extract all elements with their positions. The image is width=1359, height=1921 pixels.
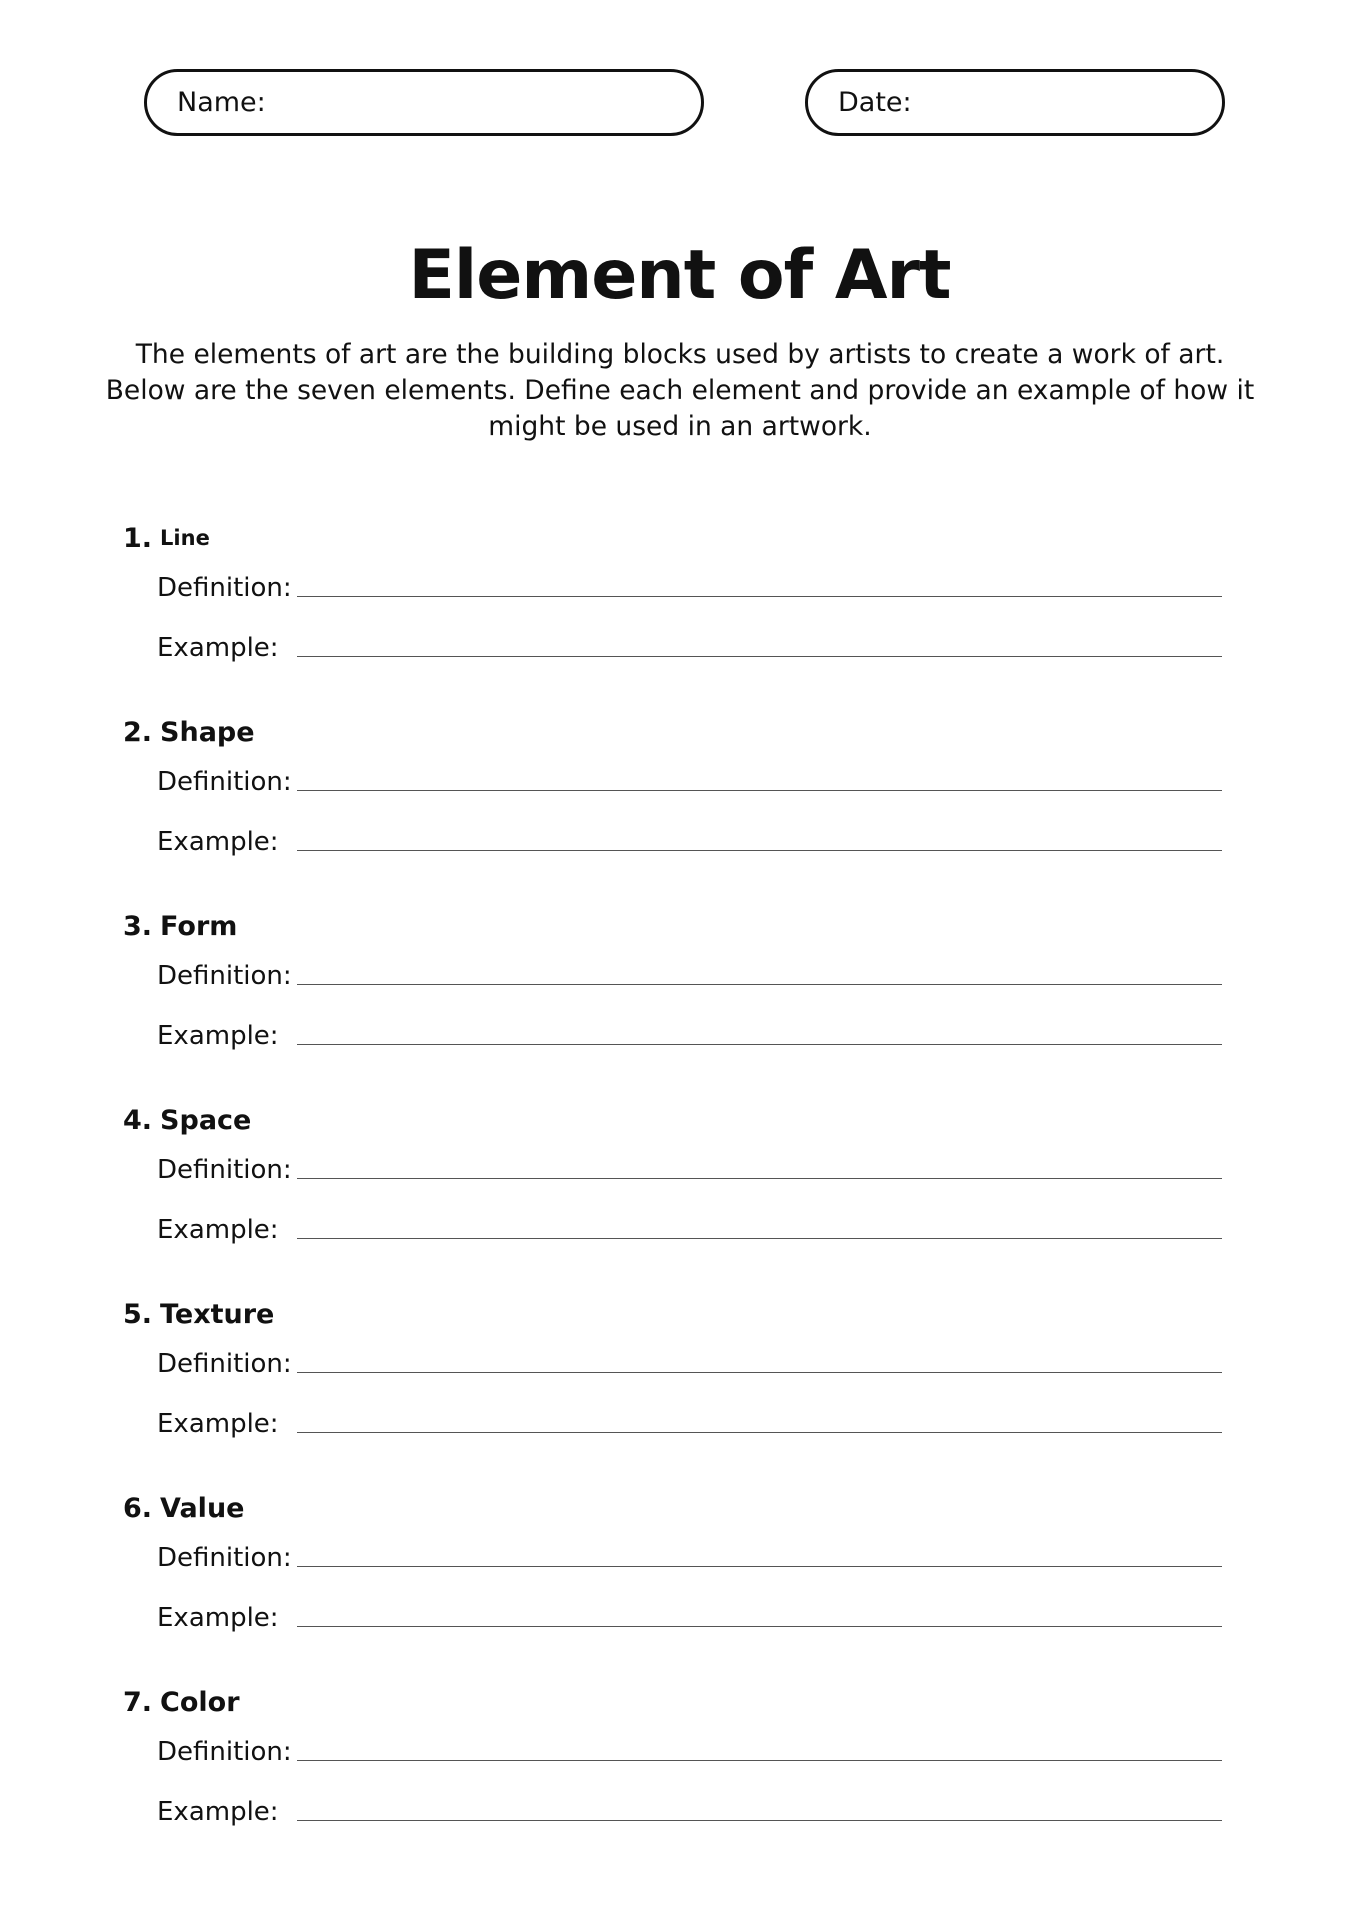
example-row bbox=[157, 628, 1222, 668]
name-label: Name: bbox=[177, 87, 266, 118]
definition-label: Definition: bbox=[157, 1155, 292, 1185]
example-answer-line[interactable] bbox=[297, 1820, 1222, 1821]
definition-row bbox=[157, 1538, 1222, 1578]
definition-answer-line[interactable] bbox=[297, 1566, 1222, 1567]
element-item-form bbox=[0, 908, 1359, 1102]
intro-text: The elements of art are the building blocks used by artists to create a work of art. Below are the seven elements. Define each element and provide an example of how it might be used in an artwork. bbox=[105, 339, 1255, 442]
element-item-texture bbox=[0, 1296, 1359, 1490]
definition-label: Definition: bbox=[157, 573, 292, 603]
item-heading bbox=[123, 1102, 251, 1138]
example-answer-line[interactable] bbox=[297, 1626, 1222, 1627]
item-name: Shape bbox=[160, 716, 255, 748]
item-name: Space bbox=[160, 1104, 252, 1136]
definition-label: Definition: bbox=[157, 767, 292, 797]
item-heading bbox=[123, 520, 210, 556]
item-number: 5. bbox=[123, 1298, 153, 1330]
item-name: Line bbox=[160, 526, 210, 550]
element-item-space bbox=[0, 1102, 1359, 1296]
definition-answer-line[interactable] bbox=[297, 1372, 1222, 1373]
item-heading bbox=[123, 714, 255, 750]
definition-row bbox=[157, 568, 1222, 608]
definition-label: Definition: bbox=[157, 1737, 292, 1767]
definition-row bbox=[157, 1150, 1222, 1190]
item-number: 2. bbox=[123, 716, 153, 748]
item-heading bbox=[123, 1490, 244, 1526]
example-row bbox=[157, 1016, 1222, 1056]
definition-row bbox=[157, 1732, 1222, 1772]
element-item-shape bbox=[0, 714, 1359, 908]
definition-label: Definition: bbox=[157, 1349, 292, 1379]
example-label: Example: bbox=[157, 1215, 279, 1245]
definition-label: Definition: bbox=[157, 961, 292, 991]
element-item-color bbox=[0, 1684, 1359, 1878]
definition-row bbox=[157, 956, 1222, 996]
example-answer-line[interactable] bbox=[297, 656, 1222, 657]
item-name: Texture bbox=[160, 1298, 275, 1330]
example-row bbox=[157, 1404, 1222, 1444]
element-item-line bbox=[0, 520, 1359, 714]
item-number: 3. bbox=[123, 910, 153, 942]
example-answer-line[interactable] bbox=[297, 850, 1222, 851]
element-item-value bbox=[0, 1490, 1359, 1684]
example-answer-line[interactable] bbox=[297, 1044, 1222, 1045]
example-row bbox=[157, 1792, 1222, 1832]
example-label: Example: bbox=[157, 1603, 279, 1633]
example-label: Example: bbox=[157, 633, 279, 663]
item-number: 1. bbox=[123, 522, 153, 554]
example-answer-line[interactable] bbox=[297, 1432, 1222, 1433]
example-label: Example: bbox=[157, 827, 279, 857]
example-label: Example: bbox=[157, 1021, 279, 1051]
example-row bbox=[157, 822, 1222, 862]
item-number: 6. bbox=[123, 1492, 153, 1524]
item-heading bbox=[123, 1296, 274, 1332]
date-label: Date: bbox=[838, 87, 912, 118]
example-row bbox=[157, 1210, 1222, 1250]
example-row bbox=[157, 1598, 1222, 1638]
name-field[interactable] bbox=[144, 69, 704, 136]
example-label: Example: bbox=[157, 1797, 279, 1827]
definition-answer-line[interactable] bbox=[297, 984, 1222, 985]
item-heading bbox=[123, 908, 237, 944]
example-label: Example: bbox=[157, 1409, 279, 1439]
element-list bbox=[0, 520, 1359, 1878]
item-name: Value bbox=[160, 1492, 245, 1524]
item-heading bbox=[123, 1684, 240, 1720]
definition-row bbox=[157, 1344, 1222, 1384]
date-field[interactable] bbox=[805, 69, 1225, 136]
item-name: Form bbox=[160, 910, 238, 942]
definition-row bbox=[157, 762, 1222, 802]
definition-answer-line[interactable] bbox=[297, 790, 1222, 791]
example-answer-line[interactable] bbox=[297, 1238, 1222, 1239]
definition-answer-line[interactable] bbox=[297, 1760, 1222, 1761]
item-number: 7. bbox=[123, 1686, 153, 1718]
definition-answer-line[interactable] bbox=[297, 596, 1222, 597]
item-number: 4. bbox=[123, 1104, 153, 1136]
page-title: Element of Art bbox=[408, 236, 951, 315]
definition-label: Definition: bbox=[157, 1543, 292, 1573]
item-name: Color bbox=[160, 1686, 240, 1718]
definition-answer-line[interactable] bbox=[297, 1178, 1222, 1179]
